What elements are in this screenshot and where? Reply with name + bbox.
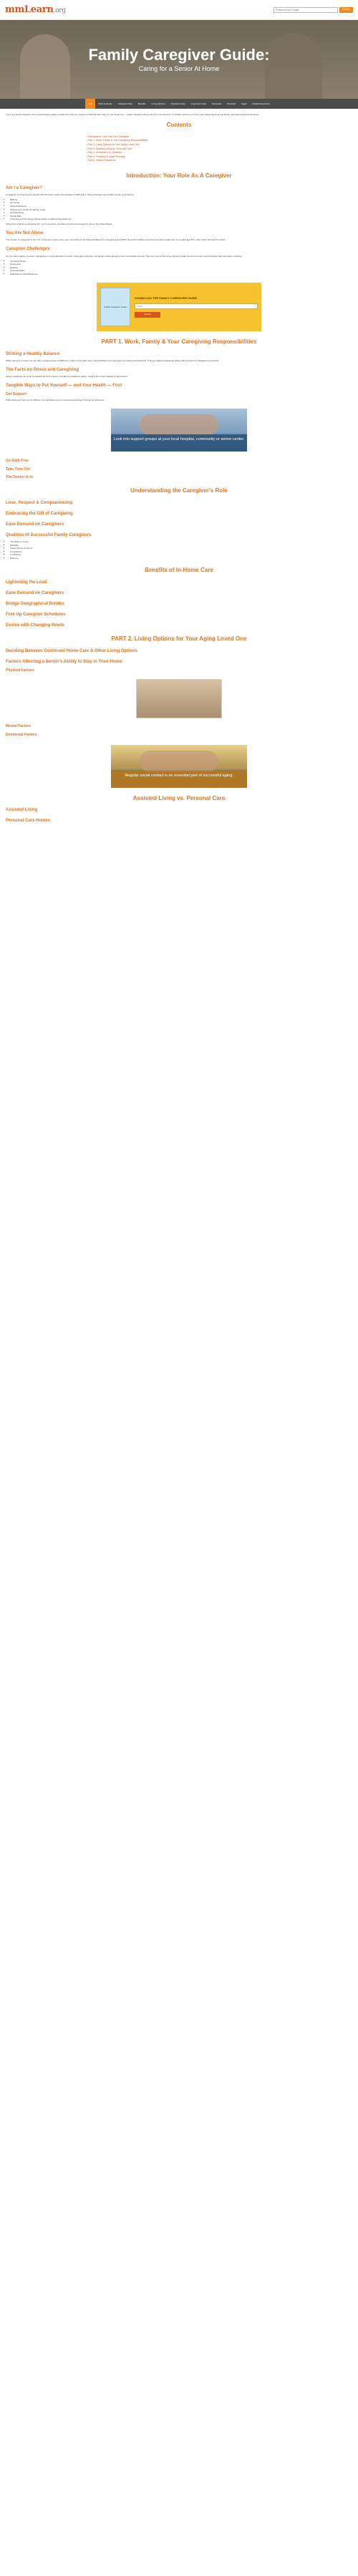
search-button[interactable]: Search — [339, 7, 353, 13]
mental-heading: Mental Factors — [6, 724, 32, 728]
banner-photo — [140, 414, 218, 436]
challenges-text: For the vast majority of people, caregiving is not a profession. As such, many also work their normal jobs while caring for their own families as well. This can prove to be trying, and can create some commonly reported issues that may arise, including: — [6, 254, 243, 258]
caregiver-role-title: Understanding the Caregiver's Role — [130, 487, 228, 494]
logo-tld: .org — [53, 6, 66, 14]
list-item: • Flexibility — [10, 544, 352, 547]
nav-item-work-family[interactable]: Work & Family — [98, 102, 112, 105]
personal-care-heading: Personal Care Homes — [6, 819, 51, 824]
evolve-heading: Evolve with Changing Needs — [6, 623, 65, 628]
list-item: • Difficulties at Work/Absences — [10, 273, 352, 275]
free-up-heading: Free Up Caregiver Schedules — [6, 613, 66, 618]
nav-item-legal[interactable]: Legal — [241, 102, 247, 105]
support-heading: Get Support — [6, 392, 26, 396]
lightening-heading: Lightening the Load — [6, 580, 47, 585]
nav-item-caregiver-role[interactable]: Caregiver Role — [117, 102, 132, 105]
nav-item-benefits[interactable]: Benefits — [137, 102, 146, 105]
nav-item-long-term-care[interactable]: Long Term Care — [190, 102, 207, 105]
am-i-footer: If this list is a full-time caregiving job, you're not alone. Families provide most long-term care in the United States. — [6, 223, 113, 226]
list-item: • Bathing — [10, 198, 352, 201]
demand-heading: Ease Demand on Caregivers — [6, 590, 64, 595]
guide-cover-thumbnail: Family Caregiver Guide — [100, 288, 130, 326]
list-item: • Grooming — [10, 201, 352, 204]
balance-heading: Striking a Healthy Balance — [6, 351, 60, 356]
list-item: • Strong Sense of Humor — [10, 547, 352, 550]
gift-heading: Embracing the Gift of Caregiving — [6, 511, 73, 516]
list-item: • Financial Strain — [10, 269, 352, 272]
senior-photo — [136, 679, 222, 718]
emotional-heading: Emotional Factors — [6, 732, 37, 737]
section-nav — [0, 99, 358, 109]
toc-item[interactable]: • Part 6: Helpful Resources — [87, 159, 271, 162]
guilt-free-heading: Go Guilt-Free — [6, 458, 29, 463]
support-text: While asking for help can be difficult, it's a significant part of overcoming feelings of being overwhelmed. — [6, 398, 105, 401]
not-alone-text: The number of caregivers in the U.S. continues to grow every year. According to the National Alliance for Caregiving and AARP, about 34.2 million Americans provided unpaid care to an adult age 50 or older within the last 12 months. — [6, 238, 226, 242]
list-item: • Housekeeping — [10, 211, 352, 214]
toc-item[interactable]: • Part 4: Alzheimer's & Dementia — [87, 151, 271, 155]
intro-paragraph: If you're a family caregiver, this comprehensive guide provides the tools you need to provide the best care for your loved one — while managing stress and time commitments. It includes sections on home care, balancing work and family, and legal and financial issues. — [6, 113, 260, 116]
hero-subtitle: Caring for a Senior At Home — [138, 65, 220, 72]
nav-item-intro[interactable]: Intro — [85, 99, 95, 109]
list-item: • Compassion — [10, 550, 352, 553]
ease-heading: Ease Demand on Caregivers — [6, 522, 64, 527]
am-i-text: A caregiver is someone who assists with the basic needs and activities of daily living. These activities may include but are not limited to: — [6, 192, 135, 196]
toc-item[interactable]: • Introduction: Your Role As A Caregiver — [87, 135, 271, 139]
support-groups-banner — [111, 409, 247, 452]
table-of-contents — [82, 133, 276, 165]
qualities-list — [10, 540, 352, 560]
list-item: • Patience — [10, 557, 352, 560]
stress-heading: The Facts on Stress and Caregiving — [6, 367, 79, 372]
tangible-heading: Tangible Ways to Put Yourself — and Your Health — First — [6, 383, 122, 388]
nav-item-resources[interactable]: Helpful Resources — [252, 102, 270, 105]
list-item: • Shopping for and/or Preparing meals — [10, 208, 352, 211]
banner-photo — [140, 751, 218, 772]
toc-item[interactable]: • Part 2: Living Options for Your Aging Loved One — [87, 143, 271, 147]
list-item: • Confidence — [10, 553, 352, 556]
main-content — [0, 109, 358, 830]
nav-item-financial[interactable]: Financial — [226, 102, 236, 105]
nav-item-assisted-living[interactable]: Assisted Living — [170, 102, 185, 105]
intro-section-title: Introduction: Your Role As A Caregiver — [126, 172, 232, 179]
am-i-list — [10, 198, 352, 220]
banner-caption: Look into support groups at your local hospital, community or senior center. — [111, 434, 247, 452]
doctor-heading: The Doctor Is In — [6, 475, 33, 480]
toc-item[interactable]: • Part 5: Financial & Legal Planning — [87, 155, 271, 159]
toc-item[interactable]: • Part 1: Work, Family & Your Caregiving Responsibilities — [87, 139, 271, 142]
hero-banner — [0, 20, 358, 99]
part1-title: PART 1. Work, Family & Your Caregiving Responsibilities — [101, 338, 257, 345]
challenges-heading: Caregiver Challenges — [6, 247, 50, 252]
nav-item-living-options[interactable]: Living Options — [151, 102, 165, 105]
factors-heading: Factors Affecting a Senior's Ability to Stay in Their Home — [6, 660, 122, 665]
not-alone-heading: You Are Not Alone — [6, 231, 44, 236]
list-item: • Hiring Assistance — [10, 205, 352, 208]
submit-button[interactable]: Submit — [135, 312, 160, 318]
email-field[interactable] — [135, 303, 258, 309]
list-item: • Paying Bills — [10, 215, 352, 218]
part2-title: PART 2. Living Options for Your Aging Loved One — [111, 635, 247, 643]
site-logo[interactable] — [5, 4, 66, 16]
part3-title: Assisted Living vs. Personal Care — [132, 794, 226, 801]
balance-text: While caring for a loved one can offer a unique sense of fulfillment, it also comes with many responsibilities and may leave you feeling overwhelmed. Trying to balance caregiving duties with employment obligations is stressful. — [6, 358, 220, 362]
hero-title: Family Caregiver Guide: — [88, 46, 270, 64]
list-item: • The ability to 'let go' — [10, 540, 352, 543]
bridge-heading: Bridge Geographical Divides — [6, 601, 65, 606]
deciding-heading: Deciding Between Continued Home Care & Other Living Options — [6, 649, 137, 654]
banner-caption: Regular social contact is an essential part of successful aging. — [111, 771, 247, 788]
assisted-living-heading: Assisted Living — [6, 808, 38, 813]
top-bar — [0, 0, 358, 20]
list-item: • Depression — [10, 263, 352, 265]
list-item: • Arranging and Providing Transportation to Medical Appointments — [10, 218, 352, 220]
download-guide-box — [97, 283, 261, 331]
download-title: DOWNLOAD THE FAMILY CAREGIVER GUIDE — [135, 296, 198, 301]
toc-item[interactable]: • Part 3: Assisted Living vs. Personal Care — [87, 147, 271, 151]
search-area — [274, 7, 353, 13]
search-input[interactable] — [274, 7, 338, 13]
logo-main: mmLearn — [5, 4, 54, 15]
contents-heading: Contents — [166, 122, 192, 129]
list-item: • Isolation — [10, 266, 352, 269]
social-contact-banner — [111, 745, 247, 788]
list-item: • Increased Stress — [10, 260, 352, 263]
challenges-list — [10, 260, 352, 275]
time-out-heading: Take Time Out — [6, 467, 30, 472]
nav-item-dementia[interactable]: Dementia — [212, 102, 221, 105]
love-heading: Love, Respect & Companionship — [6, 500, 73, 505]
physical-heading: Physical Factors — [6, 668, 34, 673]
am-i-heading: Am I a Caregiver? — [6, 185, 43, 190]
download-form — [135, 296, 258, 317]
benefits-title: Benefits of In-Home Care — [145, 567, 213, 573]
stress-text: Family caregivers are at an increased risk for a number of health and wellness issues, ranging from heart disease to depression. — [6, 374, 128, 378]
qualities-heading: Qualities of Successful Family Caregivers — [6, 533, 92, 538]
